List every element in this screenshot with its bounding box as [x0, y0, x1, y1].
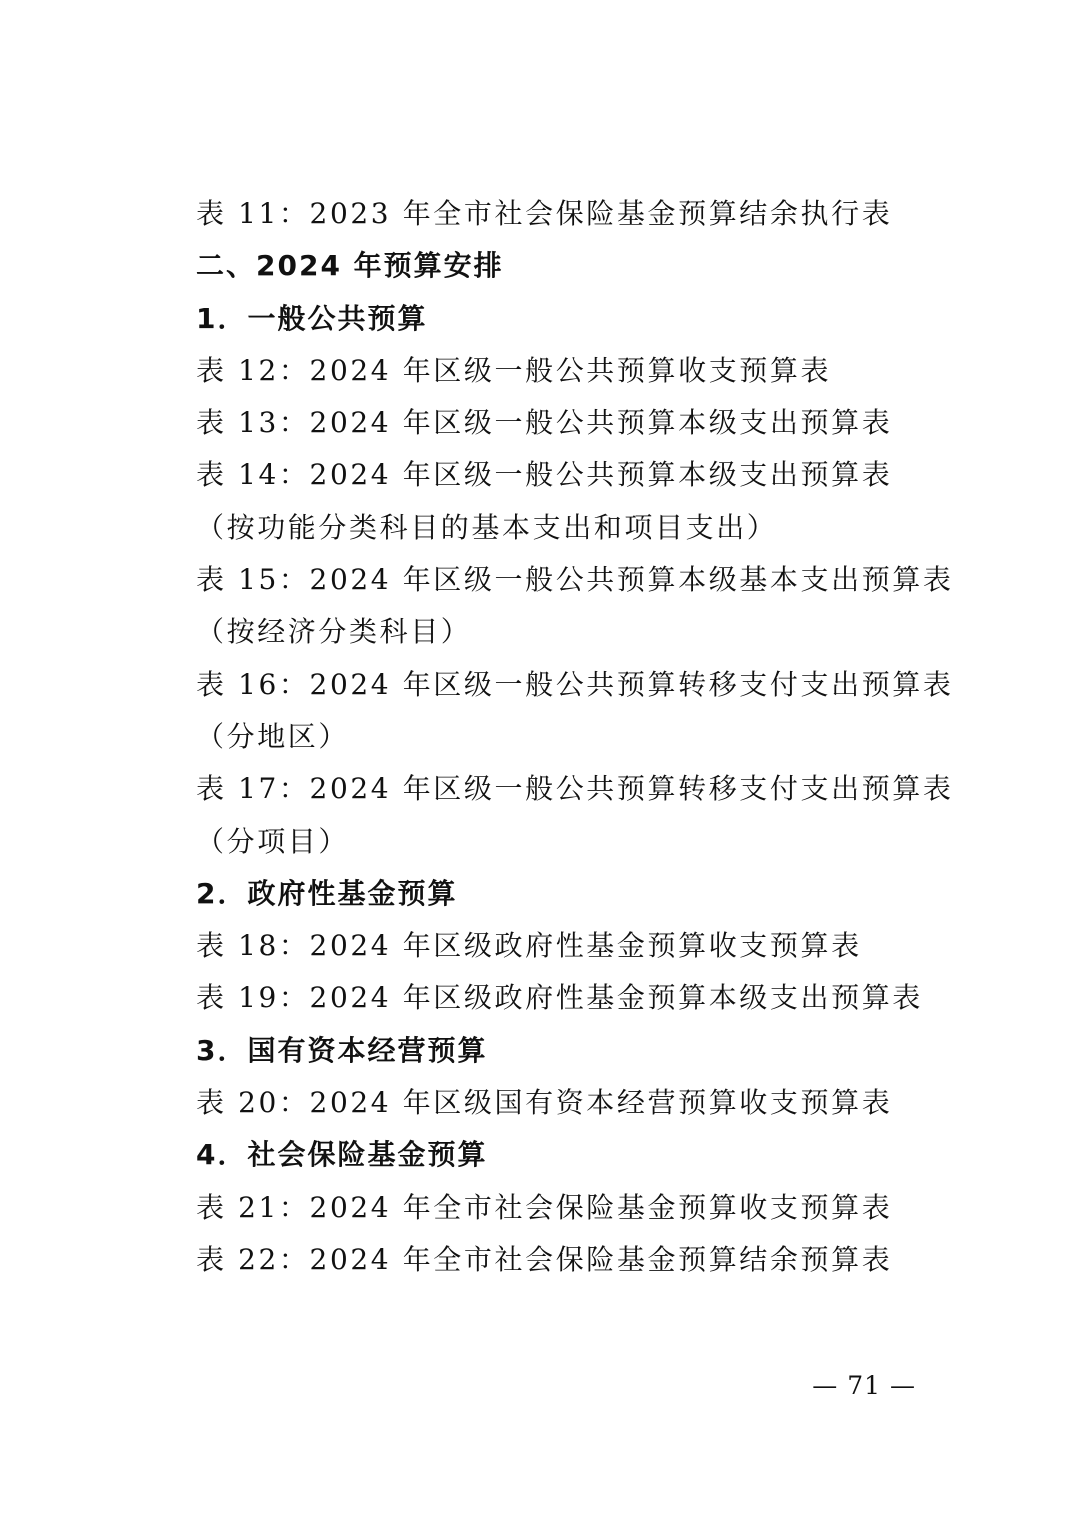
toc-item-table-17-note: （分项目） — [196, 824, 350, 858]
toc-item-table-12: 表 12：2024 年区级一般公共预算收支预算表 — [196, 353, 832, 387]
subsection-heading-state-capital-budget: 3．国有资本经营预算 — [196, 1033, 488, 1067]
subsection-heading-social-insurance-budget: 4．社会保险基金预算 — [196, 1138, 488, 1172]
toc-item-table-20: 表 20：2024 年区级国有资本经营预算收支预算表 — [196, 1086, 893, 1120]
toc-item-table-16-note: （分地区） — [196, 719, 350, 753]
toc-item-table-15: 表 15：2024 年区级一般公共预算本级基本支出预算表 — [196, 563, 954, 597]
toc-item-table-14-note: （按功能分类科目的基本支出和项目支出） — [196, 510, 778, 544]
toc-item-table-18: 表 18：2024 年区级政府性基金预算收支预算表 — [196, 929, 862, 963]
subsection-heading-general-public-budget: 1．一般公共预算 — [196, 301, 428, 335]
toc-item-table-21: 表 21：2024 年全市社会保险基金预算收支预算表 — [196, 1190, 893, 1224]
table-of-contents — [196, 192, 954, 1290]
subsection-heading-government-fund-budget: 2．政府性基金预算 — [196, 876, 458, 910]
toc-item-table-19: 表 19：2024 年区级政府性基金预算本级支出预算表 — [196, 981, 923, 1015]
toc-item-table-15-note: （按经济分类科目） — [196, 615, 472, 649]
toc-item-table-13: 表 13：2024 年区级一般公共预算本级支出预算表 — [196, 406, 893, 440]
toc-item-table-14: 表 14：2024 年区级一般公共预算本级支出预算表 — [196, 458, 893, 492]
page-number: — 71 — — [812, 1371, 916, 1400]
section-heading-2024-budget: 二、2024 年预算安排 — [196, 249, 504, 283]
toc-item-table-22: 表 22：2024 年全市社会保险基金预算结余预算表 — [196, 1242, 893, 1276]
toc-item-table-17: 表 17：2024 年区级一般公共预算转移支付支出预算表 — [196, 772, 954, 806]
toc-item-table-11: 表 11：2023 年全市社会保险基金预算结余执行表 — [196, 197, 893, 230]
toc-item-table-16: 表 16：2024 年区级一般公共预算转移支付支出预算表 — [196, 667, 954, 701]
